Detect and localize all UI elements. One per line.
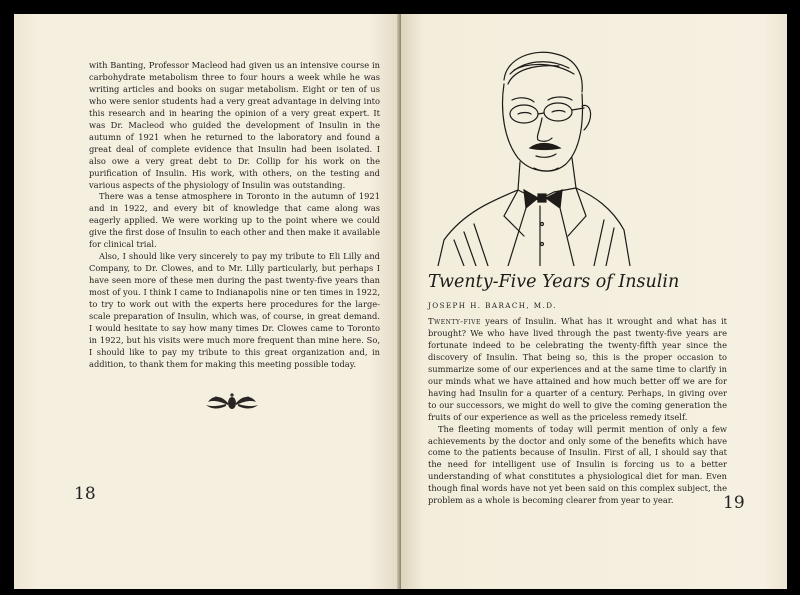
floral-ornament-icon	[204, 392, 260, 412]
book-spread	[14, 14, 787, 589]
left-page-text	[89, 60, 380, 371]
chapter-title: Twenty-Five Years of Insulin	[428, 272, 680, 292]
portrait-illustration	[434, 40, 634, 266]
page-number: 18	[74, 484, 96, 504]
left-page	[14, 14, 400, 589]
paragraph	[428, 316, 727, 424]
right-page-text	[428, 316, 727, 507]
author-byline: JOSEPH H. BARACH, M.D.	[428, 301, 557, 310]
lead-in: Twenty-five	[428, 316, 481, 326]
paragraph: There was a tense atmosphere in Toronto in the autumn of 1921 and in 1922, and every bit of knowledge that came along was eagerly applied. We were working up to the point where we could give the first dose of Insulin to each other and then make it available for clinical trial.	[89, 191, 380, 250]
right-page	[401, 14, 787, 589]
paragraph: The fleeting moments of today will permit mention of only a few achievements by the doctor and only some of the benefits which have come to the patients because of Insulin. First of all, I should say that the need for intelligent use of Insulin is forcing us to a better understanding of what constitutes a physiological diet for man. Even though final words have not yet been said on this complex subject, the problem as a whole is becoming clearer from year to year.	[428, 423, 727, 506]
paragraph-body: years of Insulin. What has it wrought and what has it brought? We who have lived through the past twenty-five years are fortunate indeed to be celebrating the twenty-fifth year since the discovery of Insulin. That being so, this is the proper occasion to summarize some of our experiences and at the same time to clarify in our minds what we have attained and how much better off we are for having had Insulin for a quarter of a century. Perhaps, in giving over to our successors, we might do well to give the coming generation the fruits of our experience as well as the priceless remedy itself.	[428, 316, 727, 422]
paragraph: Also, I should like very sincerely to pay my tribute to Eli Lilly and Company, to Dr. Clowes, and to Mr. Lilly particularly, but perhaps I have seen more of these men during the past twenty-five years than most of you. I think I came to Indianapolis nine or ten times in 1922, to try to work out with the experts here procedures for the large-scale preparation of Insulin, which was, of course, in great demand. I would hesitate to say how many times Dr. Clowes came to Toronto in 1922, but his visits were much more frequent than mine here. So, I should like to pay my tribute to this great organization and, in addition, to thank them for making this meeting possible today.	[89, 251, 380, 369]
paragraph: with Banting, Professor Macleod had given us an intensive course in carbohydrate metabolism three to four hours a week while he was writing articles and books on sugar metabolism. Eight or ten of us who were senior students had a very great advantage in delving into this research and in hearing the opinion of a very great expert. It was Dr. Macleod who guided the development of Insulin in the autumn of 1921 when he returned to the laboratory and found a great deal of complete evidence that Insulin had been isolated. I also owe a very great debt to Dr. Collip for his work on the purification of Insulin. His work, with others, on the testing and various aspects of the physiology of Insulin was outstanding.	[89, 60, 380, 190]
page-number: 19	[723, 493, 745, 513]
